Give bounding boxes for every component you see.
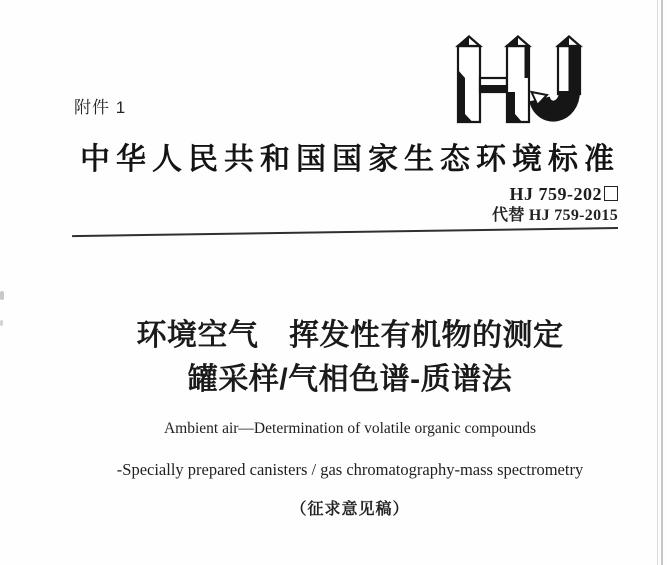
hj-logo (455, 34, 595, 126)
title-cn-line2: 罐采样/气相色谱-质谱法 (187, 363, 513, 396)
title-en-line2: -Specially prepared canisters / gas chromatography-mass spectrometry (116, 460, 584, 479)
page-edge-line-inner (657, 0, 658, 565)
replaces-label: 代替 HJ 759-2015 (492, 207, 618, 224)
title-en-line1: Ambient air—Determination of volatile organic compounds (163, 420, 537, 437)
hj-logo-graphic (455, 34, 595, 126)
standard-number-text: HJ 759-202 (509, 184, 602, 204)
attachment-label: 附件 1 (74, 98, 127, 117)
year-placeholder-box (604, 186, 618, 201)
scan-speck (0, 291, 4, 300)
draft-note: （征求意见稿） (290, 501, 410, 518)
page-edge-line-outer (661, 0, 663, 565)
standard-number (510, 185, 619, 203)
title-cn-line1: 环境空气 挥发性有机物的测定 (136, 319, 564, 352)
standard-heading: 中华人民共和国国家生态环境标准 (80, 143, 620, 176)
header-rule (72, 227, 618, 237)
scan-speck (0, 320, 3, 326)
